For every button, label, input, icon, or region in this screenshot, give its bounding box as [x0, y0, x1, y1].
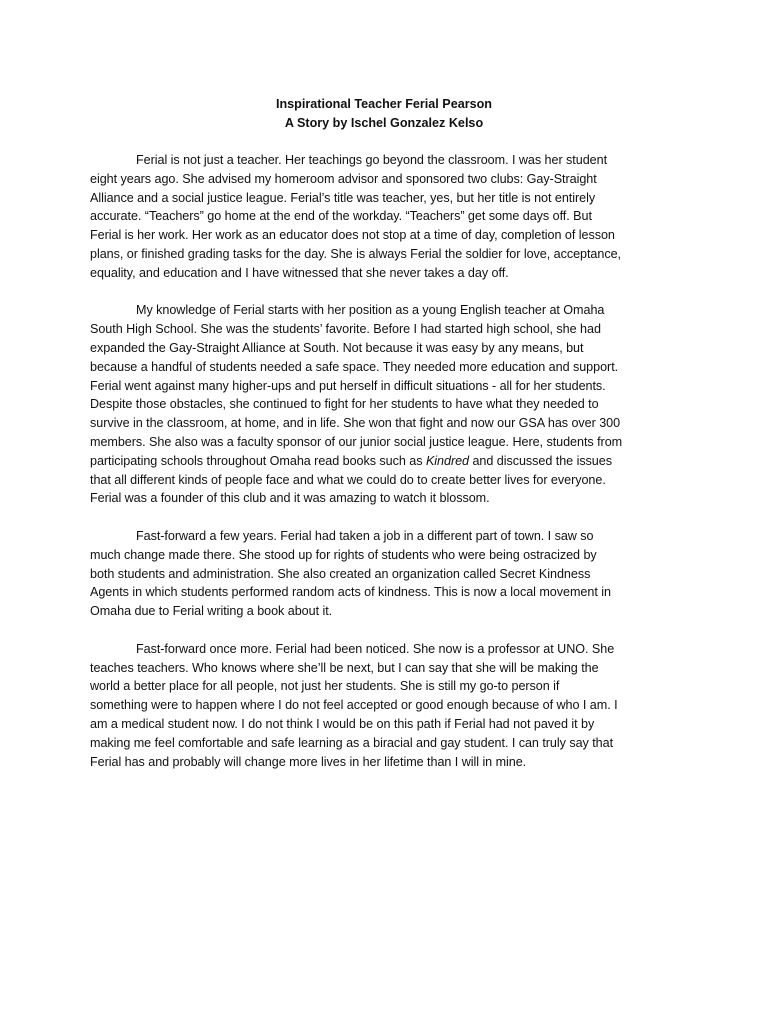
- paragraph-line: Omaha due to Ferial writing a book about it.: [90, 604, 333, 619]
- document-title: Inspirational Teacher Ferial Pearson: [275, 97, 493, 111]
- paragraph-line: expanded the Gay-Straight Alliance at South. Not because it was easy by any means, but: [90, 340, 584, 355]
- paragraph-line: Agents in which students performed random acts of kindness. This is now a local movement in: [90, 585, 611, 600]
- book-title-italic: Kindred: [425, 453, 469, 468]
- line-text: and discussed the issues: [469, 453, 612, 468]
- paragraph-line: equality, and education and I have witnessed that she never takes a day off.: [90, 265, 509, 280]
- paragraph-line: Despite those obstacles, she continued to fight for her students to have what they needed to: [90, 397, 599, 412]
- paragraph-4: [90, 640, 678, 772]
- line-text: participating schools throughout Omaha read books such as: [90, 453, 426, 468]
- paragraph-line: Ferial went against many higher-ups and put herself in difficult situations - all for her students.: [90, 378, 606, 393]
- paragraph-1: [90, 151, 678, 283]
- paragraph-line: Alliance and a social justice league. Ferial’s title was teacher, yes, but her title is not entirely: [90, 190, 596, 205]
- paragraph-line: because a handful of students needed a safe space. They needed more education and support.: [90, 359, 619, 374]
- paragraph-line: South High School. She was the students’ favorite. Before I had started high school, she had: [90, 322, 601, 337]
- document-header: [90, 95, 678, 133]
- paragraph-line: survive in the classroom, at home, and in life. She won that fight and now our GSA has over 300: [90, 416, 621, 431]
- paragraph-line: much change made there. She stood up for rights of students who were being ostracized by: [90, 547, 597, 562]
- paragraph-line: My knowledge of Ferial starts with her position as a young English teacher at Omaha: [136, 303, 605, 318]
- paragraph-line: Fast-forward once more. Ferial had been noticed. She now is a professor at UNO. She: [136, 641, 615, 656]
- paragraph-line-with-italic: [90, 452, 678, 471]
- paragraph-line: something were to happen where I do not feel accepted or good enough because of who I am. I: [90, 698, 618, 713]
- paragraph-line: eight years ago. She advised my homeroom advisor and sponsored two clubs: Gay-Straight: [90, 171, 597, 186]
- document-byline: A Story by Ischel Gonzalez Kelso: [284, 116, 484, 130]
- paragraph-line: that all different kinds of people face and what we could do to create better lives for everyone.: [90, 472, 606, 487]
- paragraph-line: Ferial is not just a teacher. Her teachings go beyond the classroom. I was her student: [136, 153, 608, 167]
- paragraph-3: [90, 527, 678, 621]
- paragraph-line: both students and administration. She also created an organization called Secret Kindness: [90, 566, 591, 581]
- paragraph-line: world a better place for all people, not just her students. She is still my go-to person if: [90, 679, 560, 694]
- paragraph-line: Ferial is her work. Her work as an educator does not stop at a time of day, completion of lesson: [90, 228, 615, 243]
- paragraph-2: [90, 301, 678, 508]
- paragraph-line: Ferial has and probably will change more lives in her lifetime than I will in mine.: [90, 754, 527, 769]
- paragraph-line: am a medical student now. I do not think I would be on this path if Ferial had not paved it by: [90, 716, 595, 731]
- document-body: [90, 151, 678, 790]
- paragraph-line: teaches teachers. Who knows where she’ll be next, but I can say that she will be making the: [90, 660, 599, 675]
- paragraph-line: plans, or finished grading tasks for the day. She is always Ferial the soldier for love, acceptance,: [90, 246, 621, 261]
- paragraph-line: accurate. “Teachers” go home at the end of the workday. “Teachers” get some days off. But: [90, 209, 592, 224]
- paragraph-line: Fast-forward a few years. Ferial had taken a job in a different part of town. I saw so: [136, 528, 594, 543]
- paragraph-line: Ferial was a founder of this club and it was amazing to watch it blossom.: [90, 491, 490, 506]
- paragraph-line: members. She also was a faculty sponsor of our junior social justice league. Here, students from: [90, 434, 623, 449]
- paragraph-line: making me feel comfortable and safe learning as a biracial and gay student. I can truly say that: [90, 735, 614, 750]
